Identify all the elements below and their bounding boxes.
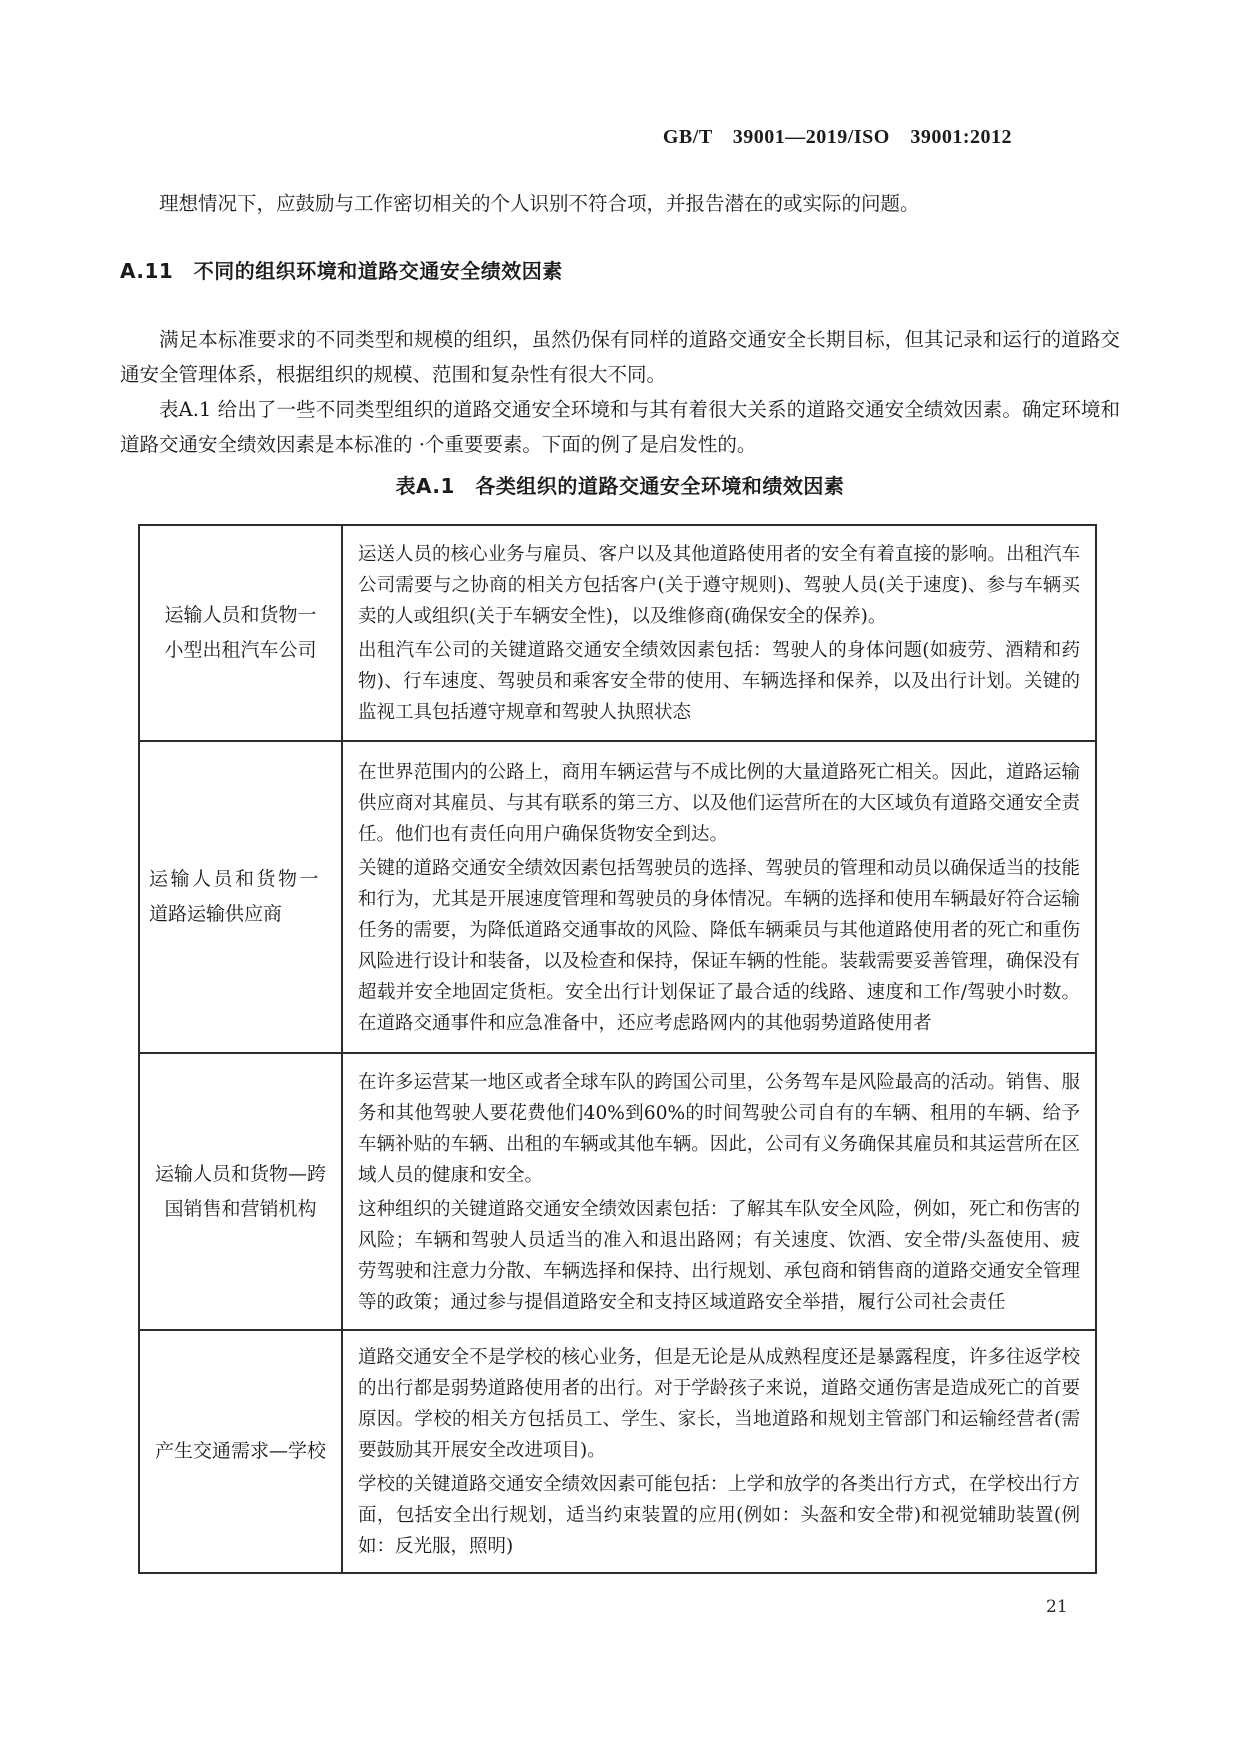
description-paragraph: 这种组织的关键道路交通安全绩效因素包括：了解其车队安全风险，例如，死亡和伤害的风险；车辆和驾驶人员适当的准入和退出路网；有关速度、饮酒、安全带/头盔使用、疲劳驾驶和注意力分散、车辆选择和保持、出行规划、承包商和销售商的道路交通安全管理等的政策；通过参与提倡道路安全和支持区域道路安全举措，履行公司社会责任 xyxy=(358,1198,1080,1313)
category-cell xyxy=(139,1330,342,1573)
description-paragraph: 道路交通安全不是学校的核心业务，但是无论是从成熟程度还是暴露程度，许多往返学校的出行都是弱势道路使用者的出行。对于学龄孩子来说，道路交通伤害是造成死亡的首要原因。学校的相关方包括员工、学生、家长，当地道路和规划主管部门和运输经营者(需要鼓励其开展安全改进项目)。 xyxy=(358,1347,1080,1461)
description-paragraph: 关键的道路交通安全绩效因素包括驾驶员的选择、驾驶员的管理和动员以确保适当的技能和行为，尤其是开展速度管理和驾驶员的身体情况。车辆的选择和使用车辆最好符合运输任务的需要，为降低道路交通事故的风险、降低车辆乘员与其他道路使用者的死亡和重伤风险进行设计和装备，以及检查和保持，保证车辆的性能。装载需要妥善管理，确保没有超载并安全地固定货柜。安全出行计划保证了最合适的线路、速度和工作/驾驶小时数。在道路交通事件和应急准备中，还应考虑路网内的其他弱势道路使用者 xyxy=(358,857,1080,1034)
body-paragraph: 满足本标准要求的不同类型和规模的组织，虽然仍保有同样的道路交通安全长期目标，但其记录和运行的道路交通安全管理体系，根据组织的规模、范围和复杂性有很大不同。 xyxy=(120,328,1120,386)
category-line: 产生交通需求—学校 xyxy=(154,1440,326,1462)
description-cell xyxy=(342,741,1096,1053)
category-line: 运输人员和货物一 xyxy=(164,604,317,626)
intro-paragraph: 理想情况下，应鼓励与工作密切相关的个人识别不符合项，并报告潜在的或实际的问题。 xyxy=(159,192,920,215)
description-cell xyxy=(342,1053,1096,1330)
section-heading-a11: A.11 不同的组织环境和道路交通安全绩效因素 xyxy=(120,259,563,283)
document-standard-code: GB/T 39001—2019/ISO 39001:2012 xyxy=(662,126,1012,148)
category-cell xyxy=(139,741,342,1053)
category-cell xyxy=(139,1053,342,1330)
section-body xyxy=(120,322,1120,462)
category-line: 运输人员和货物—跨 xyxy=(154,1162,326,1185)
description-paragraph: 学校的关键道路交通安全绩效因素可能包括：上学和放学的各类出行方式，在学校出行方面，包括安全出行规划，适当约束装置的应用(例如：头盔和安全带)和视觉辅助装置(例如：反光服，照明) xyxy=(358,1474,1080,1557)
description-paragraph: 在世界范围内的公路上，商用车辆运营与不成比例的大量道路死亡相关。因此，道路运输供应商对其雇员、与其有联系的第三方、以及他们运营所在的大区域负有道路交通安全责任。他们也有责任向用户确保货物安全到达。 xyxy=(358,761,1080,845)
description-paragraph: 运送人员的核心业务与雇员、客户以及其他道路使用者的安全有着直接的影响。出租汽车公司需要与之协商的相关方包括客户(关于遵守规则)、驾驶人员(关于速度)、参与车辆买卖的人或组织(关于车辆安全性)，以及维修商(确保安全的保养)。 xyxy=(358,544,1080,627)
description-paragraph: 出租汽车公司的关键道路交通安全绩效因素包括：驾驶人的身体问题(如疲劳、酒精和药物)、行车速度、驾驶员和乘客安全带的使用、车辆选择和保养，以及出行计划。关键的监视工具包括遵守规章和驾驶人执照状态 xyxy=(358,640,1080,723)
description-cell xyxy=(342,1330,1096,1573)
table-row xyxy=(139,1053,1096,1330)
org-context-table xyxy=(138,524,1097,1574)
page-number: 21 xyxy=(1046,1597,1068,1617)
table-caption: 表A.1 各类组织的道路交通安全环境和绩效因素 xyxy=(395,474,845,498)
category-cell xyxy=(139,525,342,741)
category-line: 道路运输供应商 xyxy=(149,903,283,925)
description-cell xyxy=(342,525,1096,741)
description-paragraph: 在许多运营某一地区或者全球车队的跨国公司里，公务驾车是风险最高的活动。销售、服务和其他驾驶人要花费他们40%到60%的时间驾驶公司自有的车辆、租用的车辆、给予车辆补贴的车辆、出租的车辆或其他车辆。因此，公司有义务确保其雇员和其运营所在区域人员的健康和安全。 xyxy=(358,1071,1080,1186)
table-row xyxy=(139,1330,1096,1573)
table-row xyxy=(139,741,1096,1053)
category-line: 小型出租汽车公司 xyxy=(164,639,317,661)
table-row xyxy=(139,525,1096,741)
body-paragraph: 表A.1 给出了一些不同类型组织的道路交通安全环境和与其有着很大关系的道路交通安全绩效因素。确定环境和道路交通安全绩效因素是本标准的 ·个重要要素。下面的例了是启发性的。 xyxy=(120,398,1120,456)
category-line: 运输人员和货物一 xyxy=(149,868,322,890)
category-line: 国销售和营销机构 xyxy=(164,1197,317,1220)
